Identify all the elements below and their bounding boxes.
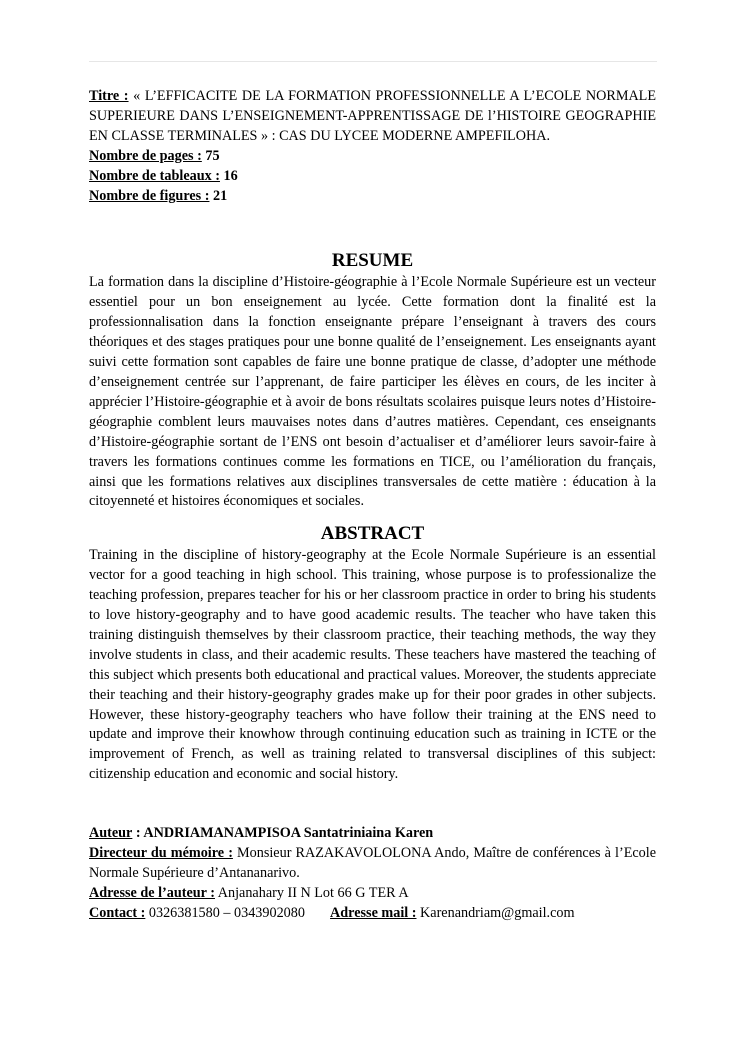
email-label: Adresse mail :	[330, 904, 417, 921]
tables-label: Nombre de tableaux :	[89, 167, 220, 184]
abstract-heading: ABSTRACT	[320, 523, 425, 545]
figures-count	[89, 187, 656, 207]
author-name: : ANDRIAMANAMPISOA Santatriniaina Karen	[135, 825, 434, 842]
top-divider	[89, 61, 657, 62]
author-label: Auteur	[89, 825, 133, 842]
pages-count	[89, 147, 656, 167]
director-value: Monsieur RAZAKAVOLOLONA Ando, Maître de conférences à l’Ecole Normale Supérieure d’Antananarivo.	[89, 845, 657, 881]
pages-label: Nombre de pages :	[89, 147, 202, 164]
title-block	[89, 87, 656, 206]
title-text: « L’EFFICACITE DE LA FORMATION PROFESSIONNELLE A L’ECOLE NORMALE SUPERIEURE DANS L’ENSEIGNEMENT-APPRENTISSAGE DE l’HISTOIRE GEOGRAPHIE EN CLASSE TERMINALES » : CAS DU LYCEE MODERNE AMPEFILOHA.	[89, 88, 657, 144]
contact-value: 0326381580 – 0343902080	[148, 904, 305, 921]
tables-count	[89, 167, 656, 187]
contact-line	[89, 904, 656, 924]
figures-value: 21	[213, 187, 228, 204]
email-value[interactable]: Karenandriam@gmail.com	[420, 904, 575, 921]
author-line	[89, 824, 656, 844]
tables-value: 16	[223, 167, 238, 184]
document-page	[89, 87, 656, 924]
figures-label: Nombre de figures :	[89, 187, 210, 204]
thesis-title	[89, 87, 656, 147]
abstract-body: Training in the discipline of history-geography at the Ecole Normale Supérieure is an essential vector for a good teaching in high school. This training, whose purpose is to professionalize the teaching profession, prepares teacher for his or her classroom practice in order to bring his students to love history-geography and to have good academic results. The teacher who have taken this training distinguish themselves by their classroom practice, their teaching methods, the way they involve students in class, and their academic results. These teachers have mastered the teaching of this subject which presents both educational and practical values. Moreover, the students appreciate their teaching and their history-geography grades make up for their poor grades in other subjects. However, these history-geography teachers who have follow their training at the ENS need to update and improve their knowhow through continuing education such as training in ICTE or the improvement of French, as well as training related to transversal disciplines of this subject: citizenship education and economic and social history.	[89, 547, 656, 783]
address-value: Anjanahary II N Lot 66 G TER A	[217, 884, 409, 901]
address-label: Adresse de l’auteur :	[89, 884, 215, 901]
resume-heading: RESUME	[331, 250, 414, 272]
director-line	[89, 844, 656, 884]
pages-value: 75	[205, 147, 220, 164]
title-label: Titre :	[89, 88, 129, 104]
author-block	[89, 824, 656, 924]
director-label: Directeur du mémoire :	[89, 845, 233, 862]
address-line	[89, 884, 656, 904]
contact-label: Contact :	[89, 904, 146, 921]
resume-body: La formation dans la discipline d’Histoire-géographie à l’Ecole Normale Supérieure est un vecteur essentiel pour un bon enseignement au lycée. Cette formation dont la finalité est la professionnalisation dans la fonction enseignante prépare l’enseignant à travers des cours théoriques et des stages pratiques pour une bonne qualité de l’enseignement. Les enseignants ayant suivi cette formation sont capables de faire une bonne pratique de classe, d’adopter une méthode d’enseignement centrée sur l’apprenant, de faire participer les élèves en cours, de les inciter à apprécier l’Histoire-géographie et à avoir de bons résultats scolaires puisque leurs notes d’Histoire-géographie comblent leurs mauvaises notes dans d’autres matières. Cependant, ces enseignants d’Histoire-géographie sortant de l’ENS ont besoin d’actualiser et d’améliorer leurs savoir-faire à travers les formations continues comme les formations en TICE, ou l’amélioration du français, ainsi que les formations relatives aux disciplines transversales de cette matière : éducation à la citoyenneté et histoires économiques et sociales.	[89, 274, 656, 510]
